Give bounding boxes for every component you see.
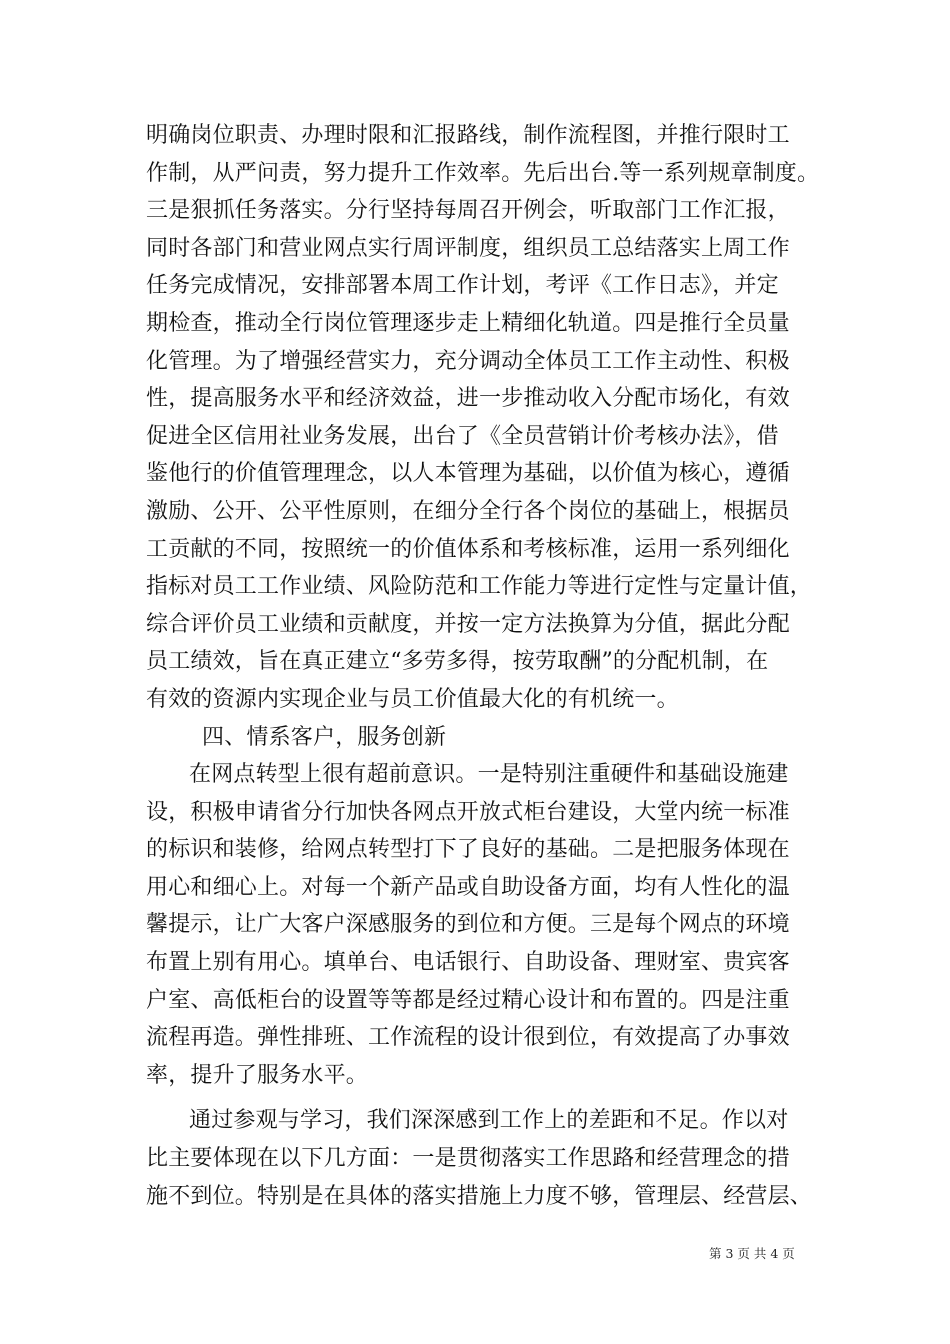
text-line: 户室、高低柜台的设置等等都是经过精心设计和布置的。四是注重 [146,987,790,1013]
section-heading: 四、情系客户，服务创新 [202,724,447,750]
text-line: 工贡献的不同，按照统一的价值体系和考核标准，运用一系列细化 [146,536,790,562]
text-line: 同时各部门和营业网点实行周评制度，组织员工总结落实上周工作 [146,235,790,261]
text-line: 任务完成情况，安排部署本周工作计划，考评《工作日志》，并定 [146,273,779,299]
text-line: 用心和细心上。对每一个新产品或自助设备方面，均有人性化的温 [146,874,790,900]
text-line: 三是狠抓任务落实。分行坚持每周召开例会，听取部门工作汇报， [146,198,790,224]
text-line: 比主要体现在以下几方面：一是贯彻落实工作思路和经营理念的措 [146,1146,790,1172]
text-line: 性，提高服务水平和经济效益，进一步推动收入分配市场化，有效 [146,386,790,412]
text-line: 指标对员工工作业绩、风险防范和工作能力等进行定性与定量计值， [146,574,813,600]
text-line: 率，提升了服务水平。 [146,1062,369,1088]
text-line: 促进全区信用社业务发展，出台了《全员营销计价考核办法》，借 [146,423,779,449]
text-line: 作制，从严问责，努力提升工作效率。先后出台.等一系列规章制度。 [146,160,820,186]
text-line: 鉴他行的价值管理理念，以人本管理为基础，以价值为核心，遵循 [146,461,790,487]
text-line: 施不到位。特别是在具体的落实措施上力度不够，管理层、经营层、 [146,1183,813,1209]
text-line: 馨提示，让广大客户深感服务的到位和方便。三是每个网点的环境 [146,912,790,938]
text-line: 激励、公开、公平性原则，在细分全行各个岗位的基础上，根据员 [146,498,790,524]
page-number: 第 3 页 共 4 页 [709,1246,795,1261]
text-line: 有效的资源内实现企业与员工价值最大化的有机统一。 [146,686,679,712]
paragraph-first-line: 在网点转型上很有超前意识。一是特别注重硬件和基础设施建 [189,762,789,788]
text-line: 布置上别有用心。填单台、电话银行、自助设备、理财室、贵宾客 [146,950,790,976]
text-line: 期检查，推动全行岗位管理逐步走上精细化轨道。四是推行全员量 [146,310,790,336]
body-text [146,117,826,1215]
text-line: 流程再造。弹性排班、工作流程的设计很到位，有效提高了办事效 [146,1025,790,1051]
text-line: 员工绩效，旨在真正建立“多劳多得，按劳取酬”的分配机制，在 [146,649,769,675]
text-line: 化管理。为了增强经营实力，充分调动全体员工工作主动性、积极 [146,348,790,374]
text-line: 明确岗位职责、办理时限和汇报路线，制作流程图，并推行限时工 [146,123,790,148]
text-line: 设，积极申请省分行加快各网点开放式柜台建设，大堂内统一标准 [146,799,790,825]
paragraph-first-line: 通过参观与学习，我们深深感到工作上的差距和不足。作以对 [189,1108,789,1134]
text-line: 的标识和装修，给网点转型打下了良好的基础。二是把服务体现在 [146,837,790,863]
text-line: 综合评价员工业绩和贡献度，并按一定方法换算为分值，据此分配 [146,611,790,637]
